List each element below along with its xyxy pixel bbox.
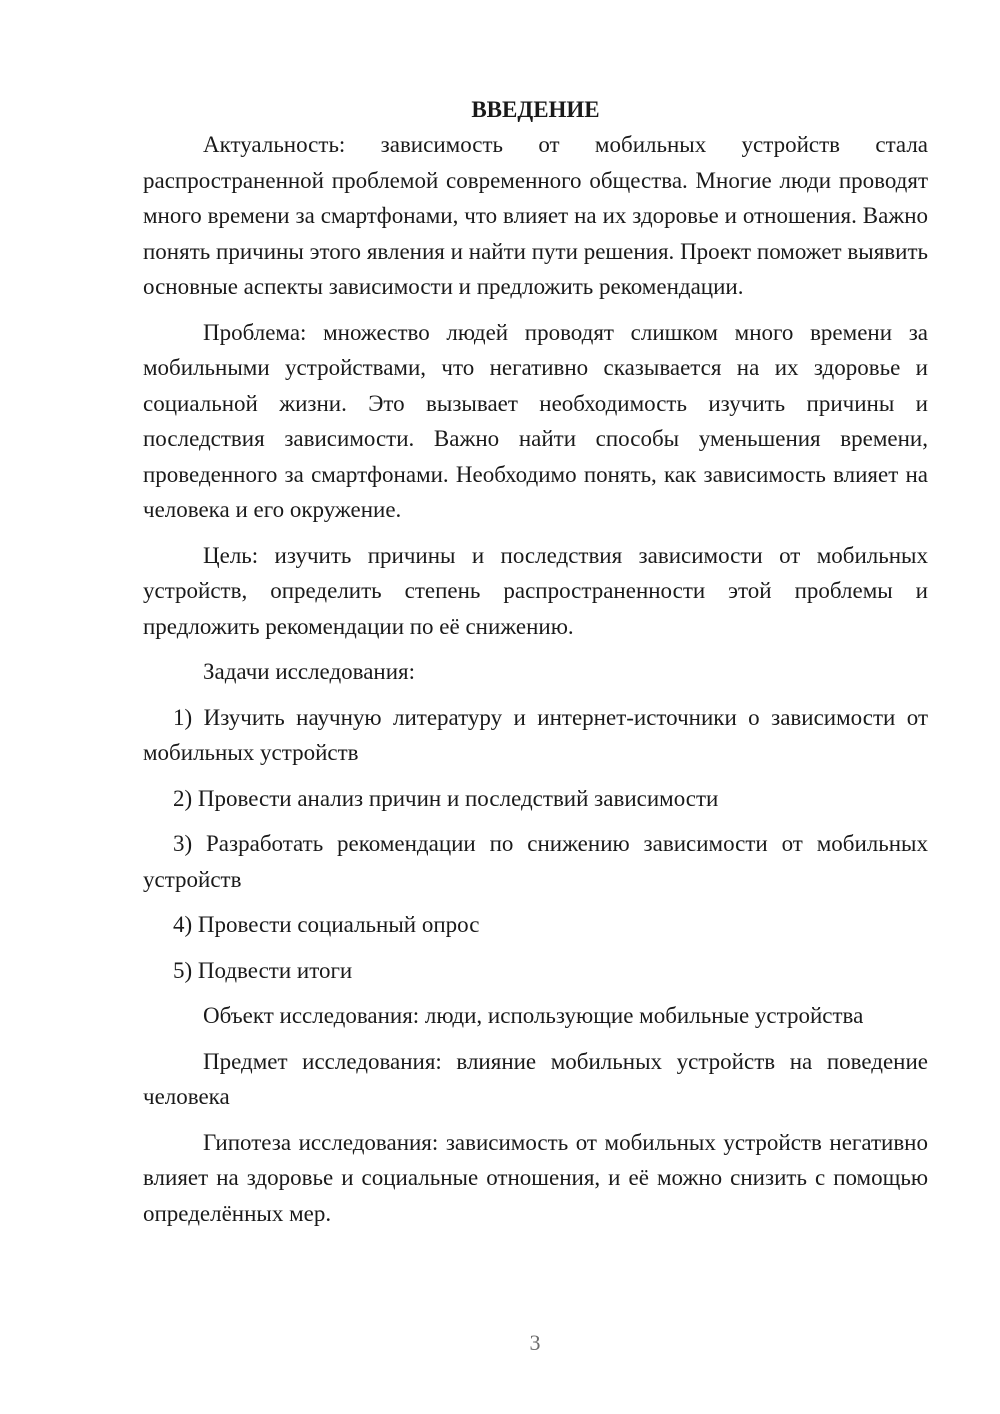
problem-paragraph: Проблема: множество людей проводят слишком много времени за мобильными устройствами, что негативно сказывается на их здоровье и социальной жизни. Это вызывает необходимость изучить причины и последствия зависимости. Важно найти способы уменьшения времени, проведенного за смартфонами. Необходимо понять, как зависимость влияет на человека и его окружение.	[143, 319, 928, 522]
task-item: 2) Провести анализ причин и последствий зависимости	[173, 785, 719, 811]
subject-paragraph: Предмет исследования: влияние мобильных устройств на поведение человека	[143, 1048, 928, 1109]
task-item: 4) Провести социальный опрос	[173, 912, 480, 937]
goal-paragraph: Цель: изучить причины и последствия зависимости от мобильных устройств, определить степень распространенности этой проблемы и предложить рекомендации по её снижению.	[143, 542, 928, 639]
relevance-paragraph: Актуальность: зависимость от мобильных устройств стала распространенной проблемой современного общества. Многие люди проводят много времени за смартфонами, что влияет на их здоровье и отношения. Важно понять причины этого явления и найти пути решения. Проект поможет выявить основные аспекты зависимости и предложить рекомендации.	[143, 132, 928, 299]
page-title: ВВЕДЕНИЕ	[471, 97, 600, 122]
task-item: 1) Изучить научную литературу и интернет-источники о зависимости от мобильных устройств	[143, 704, 928, 765]
task-item: 5) Подвести итоги	[173, 957, 353, 983]
page-number: 3	[529, 1330, 541, 1355]
tasks-heading: Задачи исследования:	[203, 659, 416, 684]
object-paragraph: Объект исследования: люди, использующие мобильные устройства	[203, 1003, 864, 1028]
page-content	[143, 92, 928, 1231]
task-item: 3) Разработать рекомендации по снижению зависимости от мобильных устройств	[143, 831, 928, 892]
hypothesis-paragraph: Гипотеза исследования: зависимость от мобильных устройств негативно влияет на здоровье и социальные отношения, и её можно снизить с помощью определённых мер.	[143, 1129, 928, 1226]
